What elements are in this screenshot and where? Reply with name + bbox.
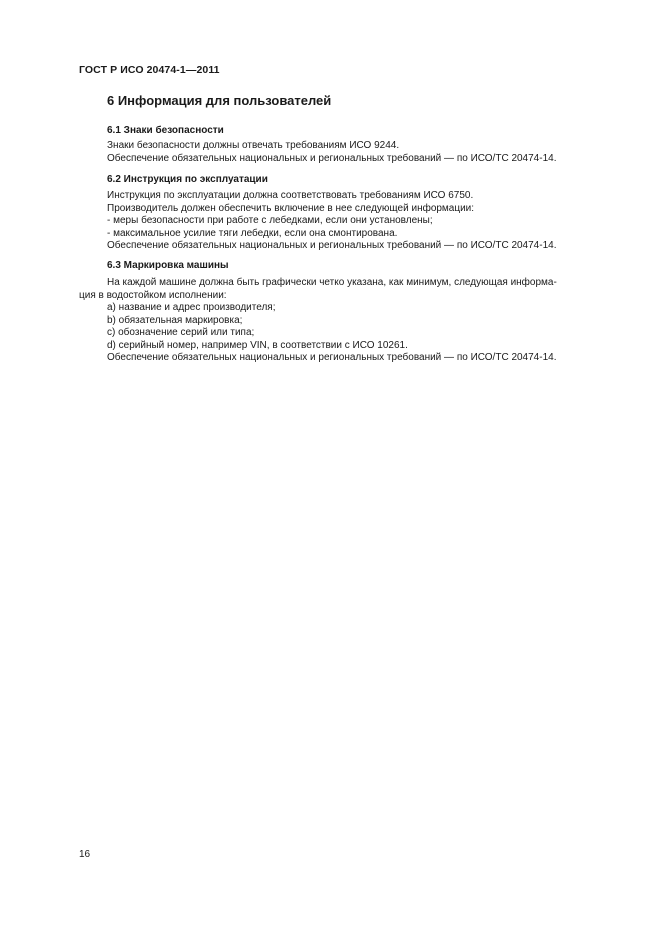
paragraph-line: На каждой машине должна быть графически четко указана, как минимум, следующая информа- — [107, 277, 557, 288]
paragraph-line: Инструкция по эксплуатации должна соответствовать требованиям ИСО 6750. — [107, 190, 474, 201]
subsection-title-6-3: 6.3 Маркировка машины — [107, 260, 229, 271]
subsection-body-6-2 — [107, 190, 617, 253]
subsection-title-6-1: 6.1 Знаки безопасности — [107, 125, 224, 136]
paragraph-line: Обеспечение обязательных национальных и региональных требований — по ИСО/ТС 20474-14. — [107, 352, 557, 363]
list-item: - меры безопасности при работе с лебедками, если они установлены; — [107, 215, 433, 226]
page-number: 16 — [79, 849, 91, 860]
list-item: - максимальное усилие тяги лебедки, если она смонтирована. — [107, 227, 398, 239]
list-item: a) название и адрес производителя; — [107, 302, 276, 313]
subsection-title-6-2: 6.2 Инструкция по эксплуатации — [107, 174, 268, 185]
subsection-body-6-1 — [107, 140, 617, 165]
list-item: b) обязательная маркировка; — [107, 314, 243, 326]
document-header-code: ГОСТ Р ИСО 20474-1—2011 — [79, 64, 220, 76]
paragraph-line-continued: ция в водостойком исполнении: — [79, 290, 227, 301]
marking-list — [107, 302, 617, 365]
list-item: d) серийный номер, например VIN, в соответствии с ИСО 10261. — [107, 339, 408, 351]
section-title: 6 Информация для пользователей — [107, 93, 332, 108]
list-item: c) обозначение серий или типа; — [107, 327, 255, 338]
subsection-body-6-3 — [107, 277, 617, 290]
paragraph-line: Производитель должен обеспечить включение в нее следующей информации: — [107, 202, 475, 214]
paragraph-line: Обеспечение обязательных национальных и региональных требований — по ИСО/ТС 20474-14. — [107, 152, 557, 164]
paragraph-line: Знаки безопасности должны отвечать требованиям ИСО 9244. — [107, 140, 400, 151]
paragraph-line: Обеспечение обязательных национальных и региональных требований — по ИСО/ТС 20474-14. — [107, 240, 557, 251]
